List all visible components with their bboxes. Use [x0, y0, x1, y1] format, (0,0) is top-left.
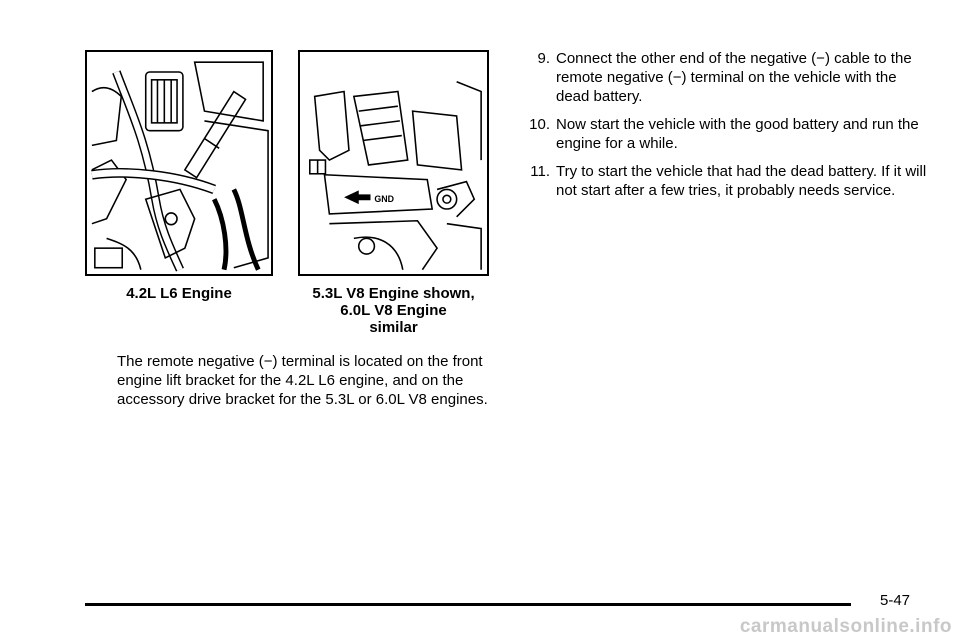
step-item-10	[520, 115, 930, 153]
watermark-text: carmanualsonline.info	[739, 616, 952, 637]
step-number: 9.	[537, 50, 550, 67]
step-number: 11.	[530, 163, 550, 180]
engine-v8-drawing	[300, 52, 487, 274]
footer-rule	[85, 603, 851, 606]
page-number: 5-47	[880, 592, 911, 609]
gnd-label: GND	[374, 194, 394, 205]
step-item-11	[520, 162, 930, 200]
engine-l6-drawing	[87, 52, 271, 274]
figure-caption-l6: 4.2L L6 Engine	[126, 285, 232, 302]
engine-illustration-l6	[85, 50, 273, 276]
engine-illustration-v8	[298, 50, 489, 276]
step-text: Try to start the vehicle that had the dead battery. If it will not start after a few tries, it probably needs service.	[556, 163, 927, 199]
figure-caption-v8: 5.3L V8 Engine shown, 6.0L V8 Engine similar	[312, 285, 475, 336]
step-list	[520, 49, 930, 209]
step-number: 10.	[529, 116, 550, 133]
step-item-9	[520, 49, 930, 106]
terminal-location-paragraph: The remote negative (−) terminal is located on the front engine lift bracket for the 4.2L L6 engine, and on the accessory drive bracket for the 5.3L or 6.0L V8 engines.	[117, 353, 488, 408]
step-text: Now start the vehicle with the good battery and run the engine for a while.	[556, 116, 919, 152]
step-text: Connect the other end of the negative (−) cable to the remote negative (−) terminal on the vehicle with the dead battery.	[556, 50, 912, 105]
